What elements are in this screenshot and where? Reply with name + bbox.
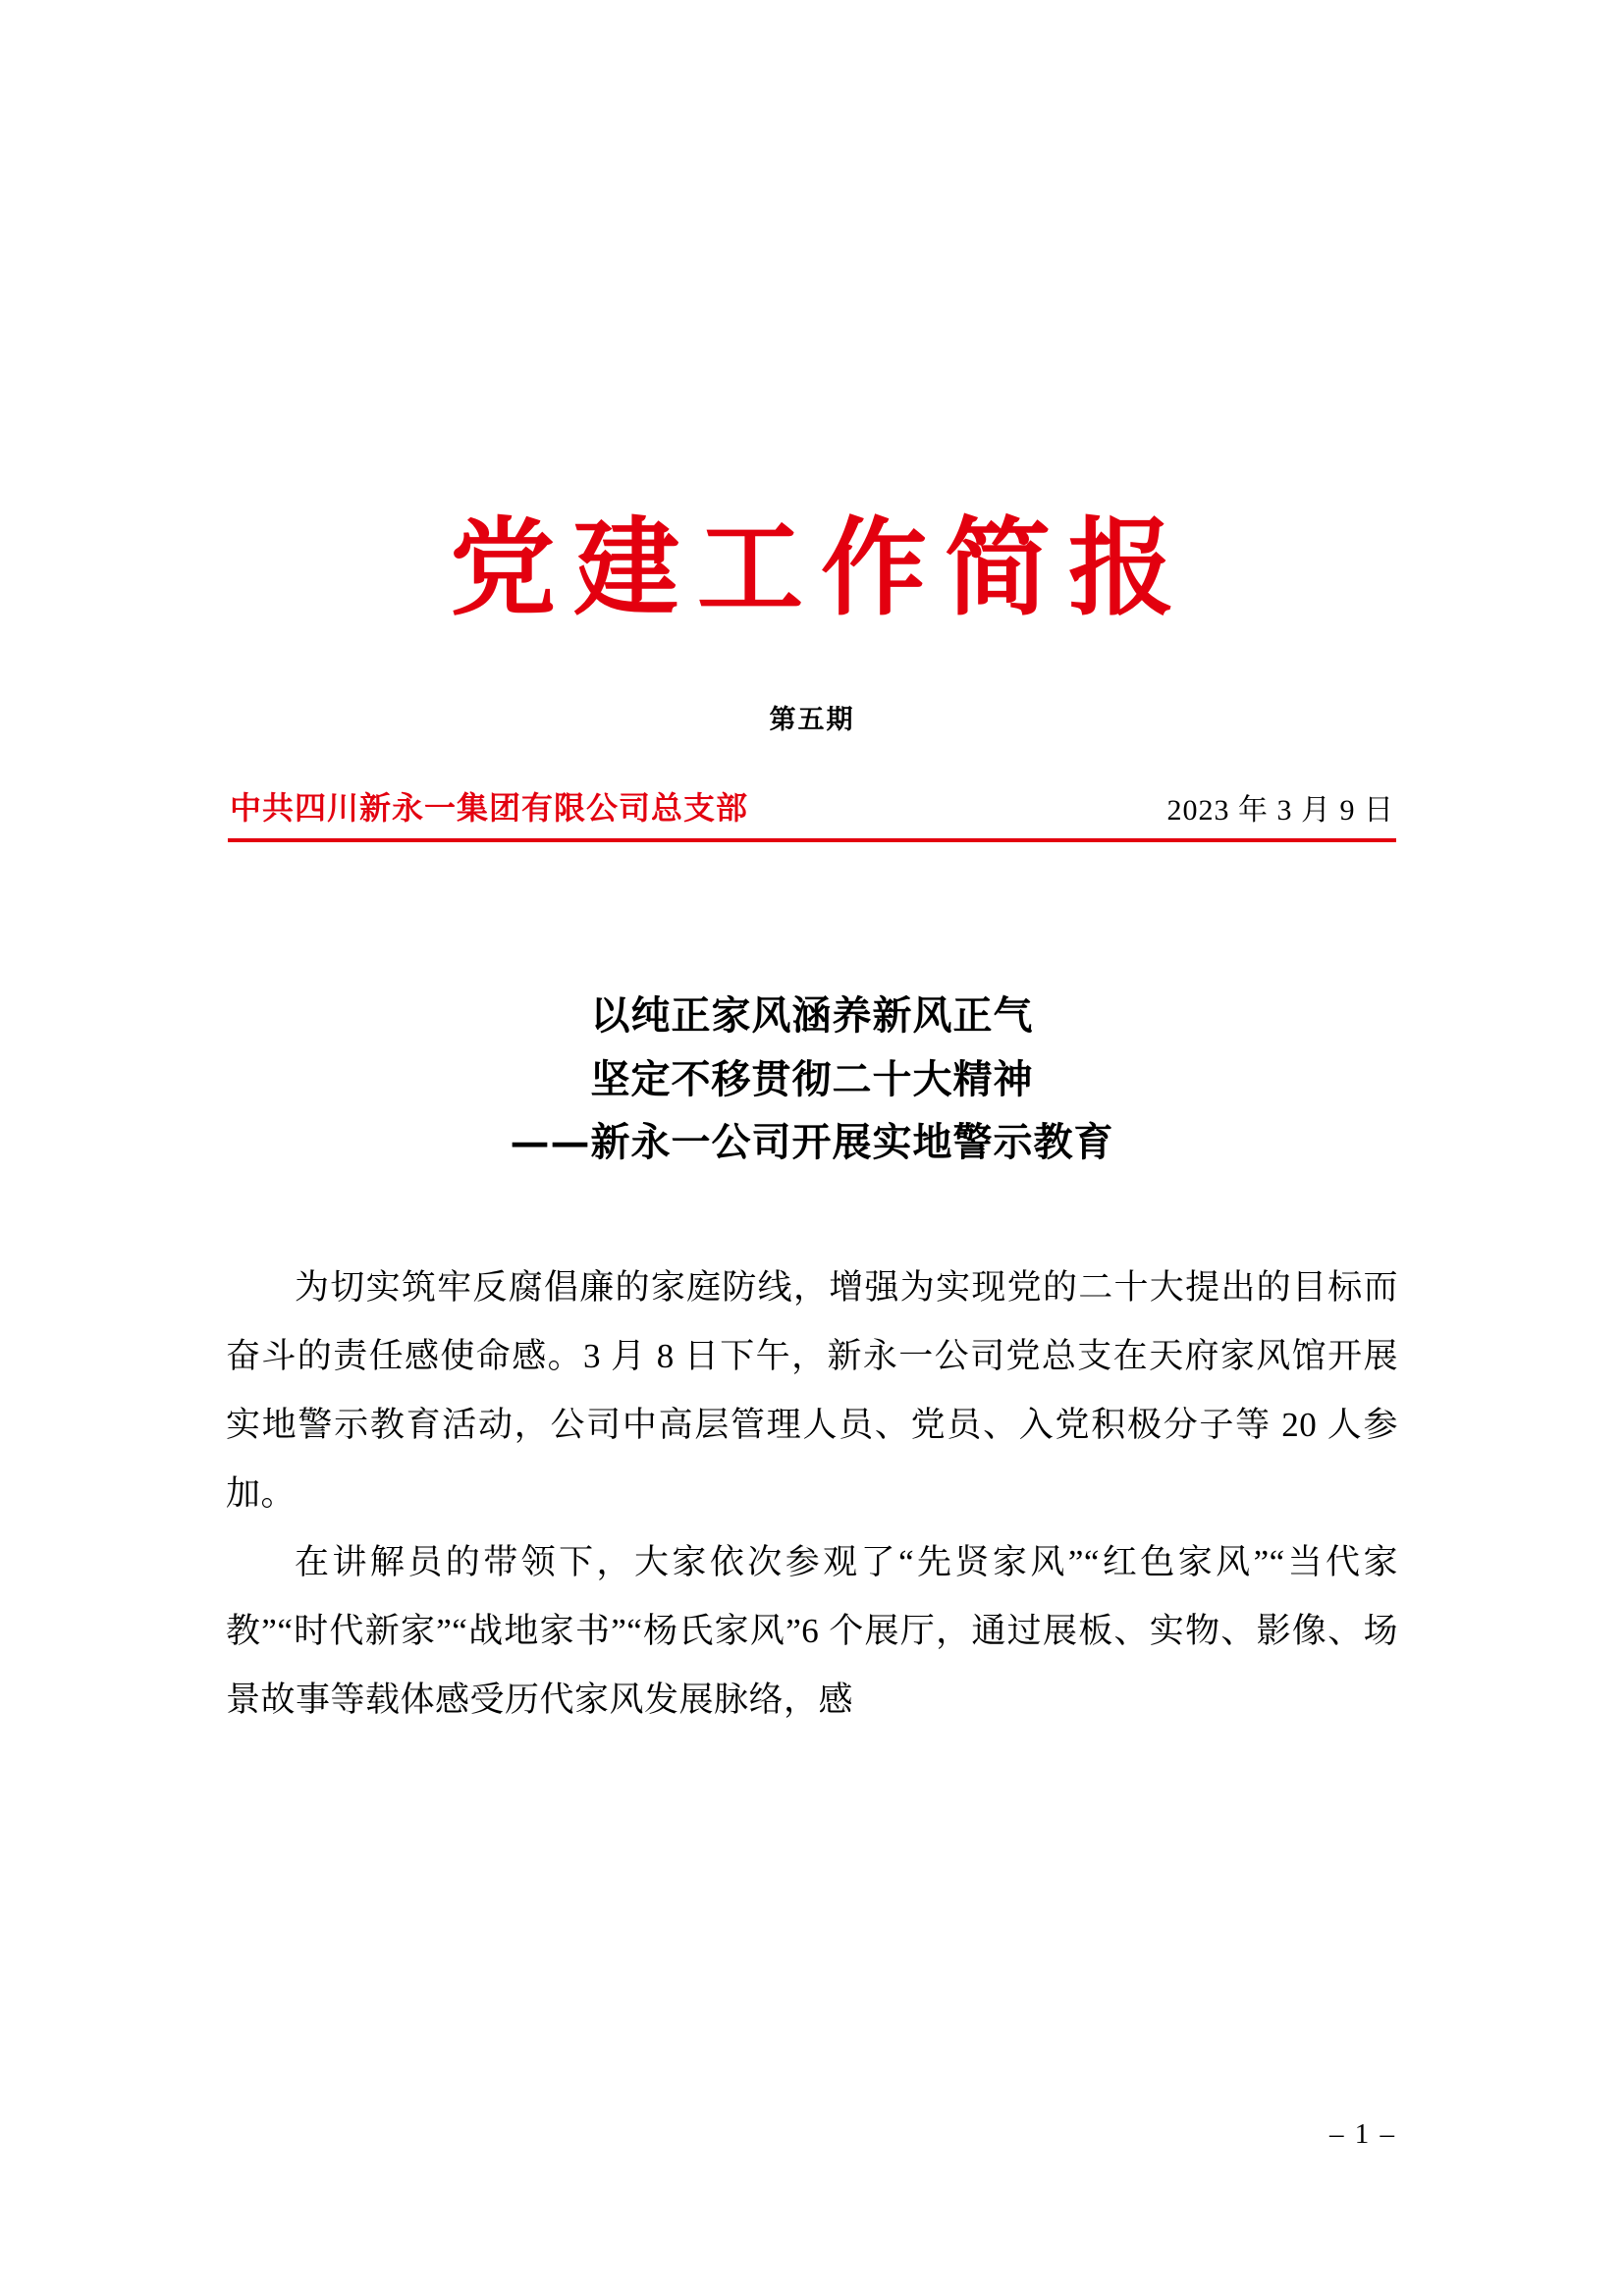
body-paragraph: 在讲解员的带领下，大家依次参观了“先贤家风”“红色家风”“当代家教”“时代新家”“战地家书”“杨氏家风”6 个展厅，通过展板、实物、影像、场景故事等载体感受历代家风发展脉络，感 <box>226 1543 1398 1720</box>
article-title-line-3: ——新永一公司开展实地警示教育 <box>510 1119 1114 1166</box>
masthead-title: 党建工作简报 <box>449 507 1192 630</box>
body-paragraph: 为切实筑牢反腐倡廉的家庭防线，增强为实现党的二十大提出的目标而奋斗的责任感使命感。3 月 8 日下午，新永一公司党总支在天府家风馆开展实地警示教育活动，公司中高层管理人员、党员、入党积极分子等 20 人参加。 <box>226 1268 1398 1514</box>
issuing-organization: 中共四川新永一集团有限公司总支部 <box>230 788 749 827</box>
article-title-line-1: 以纯正家风涵养新风正气 <box>590 991 1034 1039</box>
issue-date: 2023 年 3 月 9 日 <box>1166 793 1394 827</box>
red-divider-rule <box>228 838 1396 842</box>
article-body <box>226 1254 1398 1735</box>
article-title-line-2: 坚定不移贯彻二十大精神 <box>590 1055 1034 1102</box>
article-title <box>226 985 1398 1175</box>
masthead-meta <box>226 783 1398 838</box>
issue-number: 第五期 <box>769 704 855 735</box>
page-number: – 1 – <box>1329 2118 1396 2150</box>
